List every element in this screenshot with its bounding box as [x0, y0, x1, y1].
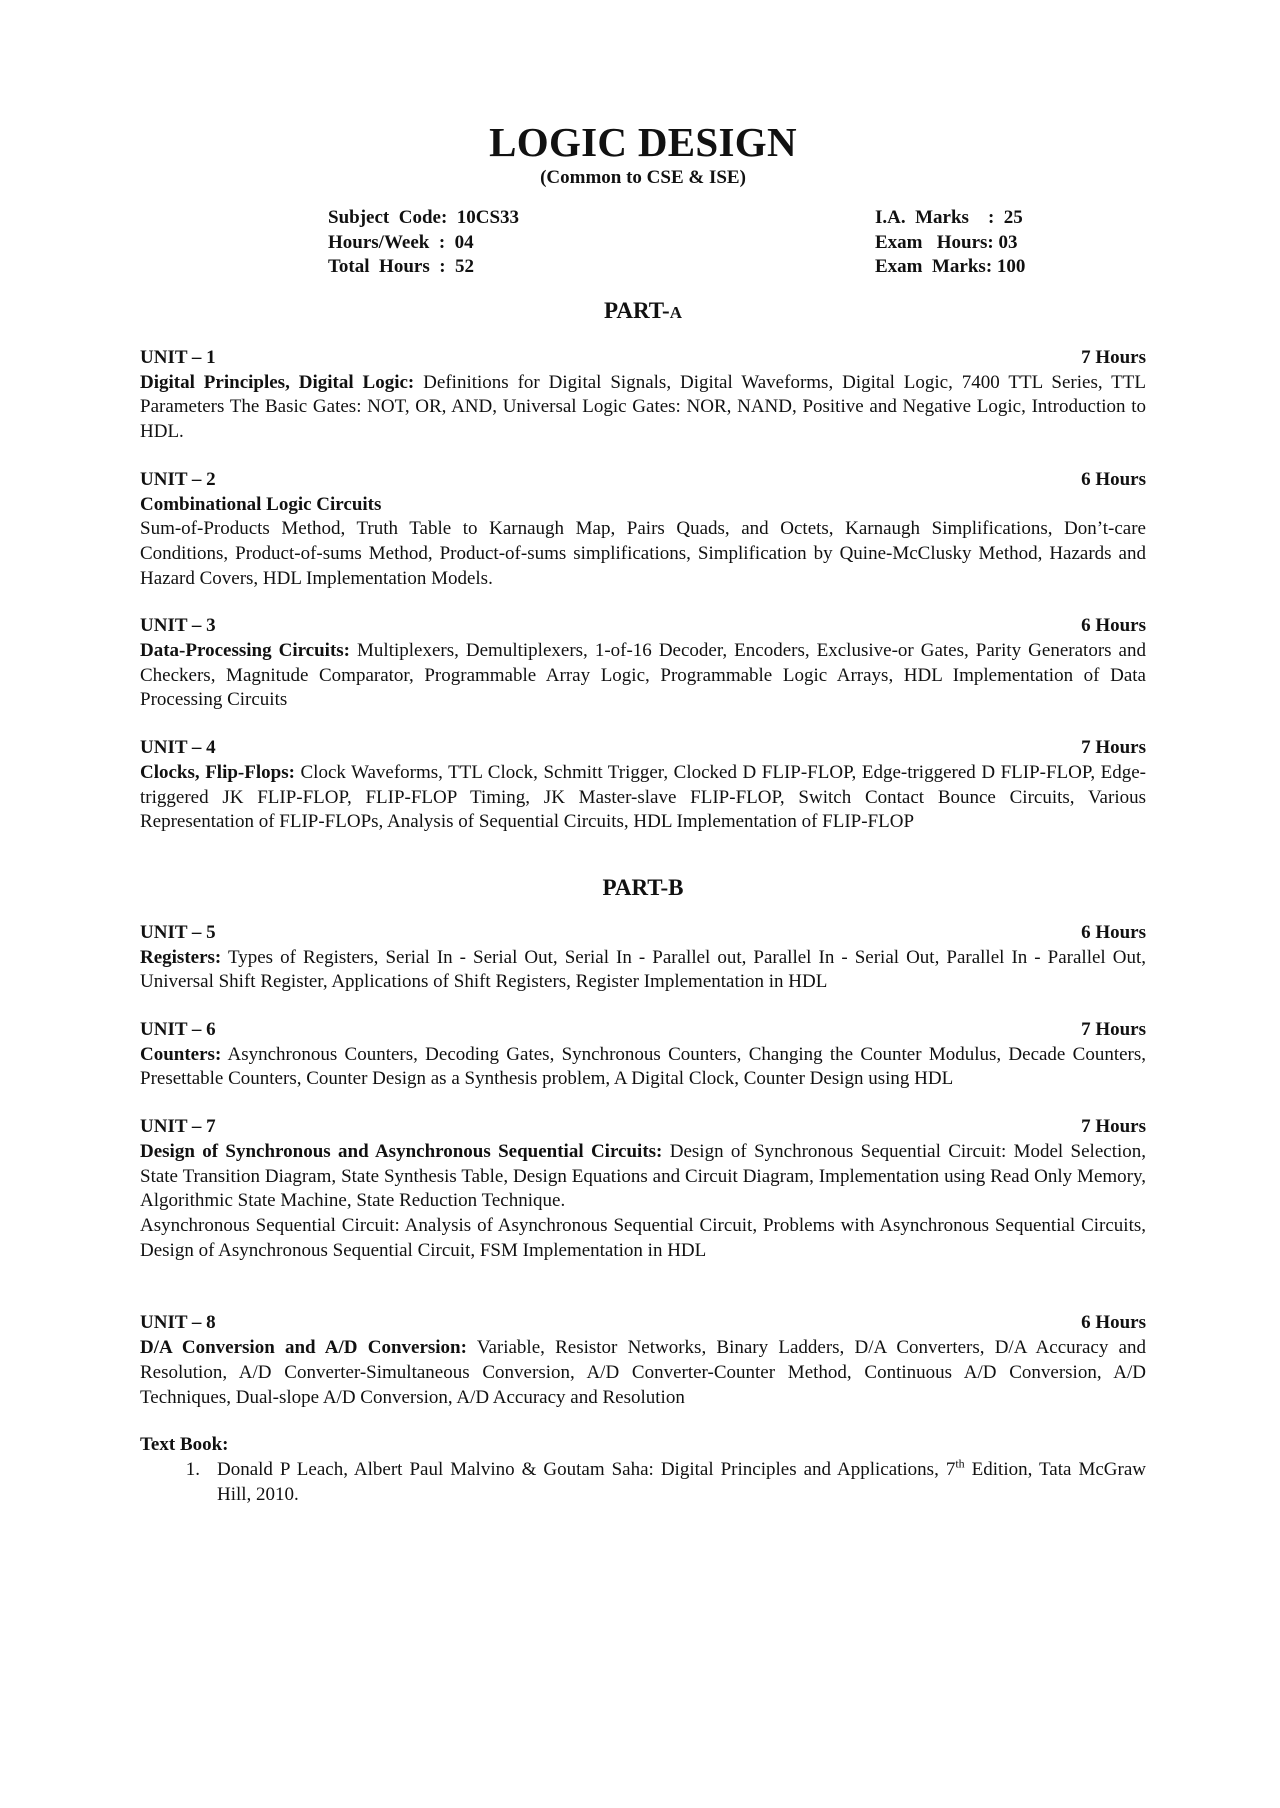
- unit-header: [140, 736, 1146, 761]
- unit-body: [140, 1140, 1146, 1214]
- unit-header: [140, 614, 1146, 639]
- unit-topic: Digital Principles, Digital Logic:: [140, 371, 415, 393]
- unit-body: [140, 761, 1146, 835]
- unit-description: Multiplexers, Demultiplexers, 1-of-16 Decoder, Encoders, Exclusive-or Gates, Parity Generators and Checkers, Magnitude Comparator, Programmable Array Logic, Programmable Logic Arrays, HDL Implementation of Data Processing Circuits: [140, 640, 1146, 711]
- subject-meta: [140, 206, 1146, 282]
- unit-topic: Design of Synchronous and Asynchronous Sequential Circuits:: [140, 1140, 663, 1162]
- unit-topic: Data-Processing Circuits:: [140, 640, 351, 662]
- unit-5: [140, 921, 1146, 995]
- unit-label: UNIT – 1: [140, 347, 216, 368]
- exam-marks: Exam Marks: 100: [875, 256, 1026, 277]
- textbook-item-text: [217, 1458, 1146, 1507]
- unit-8: [140, 1311, 1146, 1410]
- textbook-citation-rest: Edition, Tata McGraw Hill, 2010.: [217, 1458, 1146, 1505]
- textbook-section: [140, 1433, 1146, 1507]
- document-title: LOGIC DESIGN: [489, 119, 797, 165]
- unit-topic: Registers:: [140, 946, 222, 968]
- unit-hours: 6 Hours: [1081, 1312, 1146, 1334]
- unit-body: [140, 371, 1146, 445]
- unit-hours: 7 Hours: [1081, 347, 1146, 368]
- unit-3: [140, 614, 1146, 713]
- unit-6: [140, 1018, 1146, 1092]
- unit-label: UNIT – 7: [140, 1116, 216, 1138]
- unit-body: [140, 639, 1146, 713]
- subject-code: Subject Code: 10CS33: [328, 207, 520, 228]
- part-b-heading: PART-B: [602, 874, 684, 900]
- unit-topic: D/A Conversion and A/D Conversion:: [140, 1337, 467, 1359]
- unit-topic: Combinational Logic Circuits: [140, 493, 382, 515]
- part-a-heading: [140, 296, 1146, 328]
- unit-header: [140, 1018, 1146, 1043]
- unit-description: Asynchronous Counters, Decoding Gates, Synchronous Counters, Changing the Counter Modulus, Decade Counters, Presettable Counters, Counter Design as a Synthesis problem, A Digital Clock, Counter Design using HDL: [140, 1043, 1146, 1090]
- unit-header: [140, 468, 1146, 493]
- unit-label: UNIT – 6: [140, 1019, 216, 1041]
- textbook-citation-main: Donald P Leach, Albert Paul Malvino & Goutam Saha: Digital Principles and Applications, 7: [217, 1458, 956, 1480]
- textbook-item: [140, 1458, 1146, 1507]
- unit-label: UNIT – 4: [140, 737, 216, 759]
- textbook-item-number: 1.: [185, 1458, 200, 1480]
- unit-hours: 6 Hours: [1081, 921, 1146, 943]
- unit-4: [140, 736, 1146, 835]
- unit-description: Clock Waveforms, TTL Clock, Schmitt Trigger, Clocked D FLIP-FLOP, Edge-triggered D FLIP-FLOP, Edge-triggered JK FLIP-FLOP, FLIP-FLOP Timing, JK Master-slave FLIP-FLOP, Switch Contact Bounce Circuits, Various Representation of FLIP-FLOPs, Analysis of Sequential Circuits, HDL Implementation of FLIP-FLOP: [140, 761, 1147, 833]
- unit-topic: Counters:: [140, 1043, 222, 1065]
- unit-1: [140, 346, 1146, 445]
- unit-description: Variable, Resistor Networks, Binary Ladders, D/A Converters, D/A Accuracy and Resolution, A/D Converter-Simultaneous Conversion, A/D Converter-Counter Method, Continuous A/D Conversion, A/D Techniques, Dual-slope A/D Conversion, A/D Accuracy and Resolution: [140, 1337, 1146, 1408]
- unit-hours: 6 Hours: [1081, 468, 1146, 490]
- total-hours: Total Hours : 52: [328, 256, 475, 277]
- unit-body: [140, 1043, 1146, 1092]
- part-a-suffix: A: [669, 303, 682, 322]
- exam-hours: Exam Hours: 03: [875, 231, 1018, 253]
- unit-body: [140, 1336, 1146, 1410]
- unit-header: [140, 921, 1146, 946]
- unit-description: Design of Synchronous Sequential Circuit: Model Selection, State Transition Diagram, State Synthesis Table, Design Equations and Circuit Diagram, Implementation using Read Only Memory, Algorithmic State Machine, State Reduction Technique.: [140, 1140, 1147, 1212]
- unit-description: Definitions for Digital Signals, Digital Waveforms, Digital Logic, 7400 TTL Series, TTL Parameters The Basic Gates: NOT, OR, AND, Universal Logic Gates: NOR, NAND, Positive and Negative Logic, Introduction to HDL.: [140, 371, 1146, 443]
- textbook-heading: Text Book:: [140, 1434, 229, 1456]
- unit-description: Types of Registers, Serial In - Serial Out, Serial In - Parallel out, Parallel In - Serial Out, Parallel In - Parallel Out, Universal Shift Register, Applications of Shift Registers, Register Implementation in HDL: [140, 946, 1146, 993]
- unit-label: UNIT – 8: [140, 1312, 216, 1334]
- unit-hours: 7 Hours: [1081, 737, 1146, 759]
- unit-header: [140, 1115, 1146, 1140]
- unit-label: UNIT – 3: [140, 615, 216, 637]
- unit-hours: 7 Hours: [1081, 1019, 1146, 1041]
- unit-hours: 6 Hours: [1081, 615, 1146, 637]
- document-content: [140, 118, 1146, 1507]
- unit-label: UNIT – 5: [140, 921, 216, 943]
- part-a-label: PART-: [604, 298, 670, 323]
- unit-hours: 7 Hours: [1081, 1116, 1146, 1138]
- document-subtitle: (Common to CSE & ISE): [540, 167, 746, 188]
- subject-meta-right: [875, 206, 1025, 280]
- unit-description: Sum-of-Products Method, Truth Table to Karnaugh Map, Pairs Quads, and Octets, Karnaugh Simplifications, Don’t-care Conditions, Product-of-sums Method, Product-of-sums simplifications, Simplification by Quine-McClusky Method, Hazards and Hazard Covers, HDL Implementation Models.: [140, 518, 1146, 589]
- unit-topic: Clocks, Flip-Flops:: [140, 761, 295, 783]
- unit-7: [140, 1115, 1146, 1263]
- unit-header: [140, 346, 1146, 371]
- unit-body: [140, 946, 1146, 995]
- unit-2: [140, 468, 1146, 592]
- hours-per-week: Hours/Week : 04: [328, 231, 474, 253]
- subject-meta-left: [328, 206, 519, 280]
- ia-marks: I.A. Marks : 25: [875, 207, 1023, 228]
- unit-description-continued: Asynchronous Sequential Circuit: Analysis of Asynchronous Sequential Circuit, Problems with Asynchronous Sequential Circuits, Design of Asynchronous Sequential Circuit, FSM Implementation in HDL: [140, 1214, 1146, 1261]
- unit-label: UNIT – 2: [140, 468, 216, 490]
- textbook-edition-superscript: th: [955, 1456, 965, 1471]
- unit-header: [140, 1311, 1146, 1336]
